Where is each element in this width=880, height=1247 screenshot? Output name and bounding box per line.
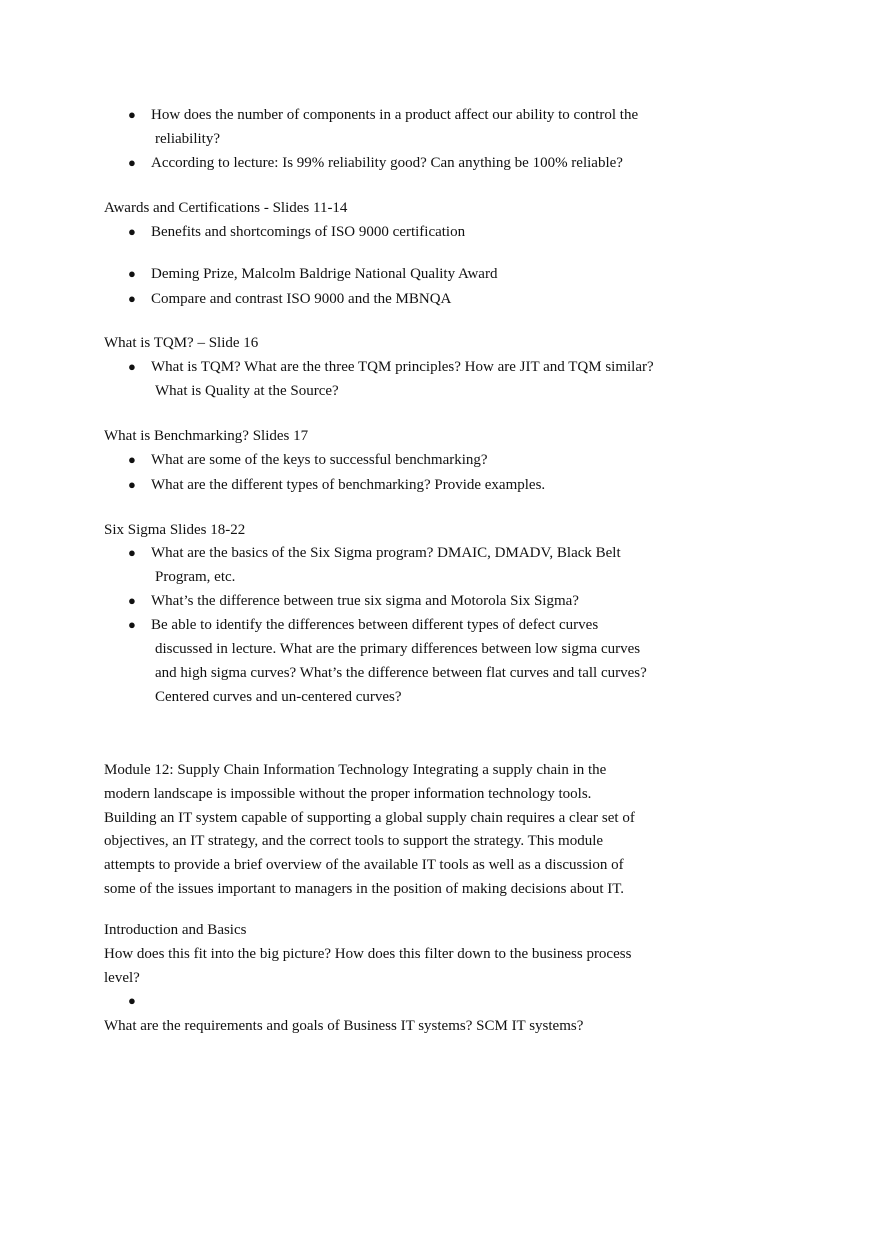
list-item-text: and high sigma curves? What’s the difference between flat curves and tall curves? <box>155 665 647 681</box>
bullet-icon: ● <box>128 359 136 374</box>
section-heading: Six Sigma Slides 18-22 <box>104 522 246 538</box>
list-item-text: Program, etc. <box>155 569 236 585</box>
list-item-text: What is Quality at the Source? <box>155 383 339 399</box>
list-item-text: What’s the difference between true six sigma and Motorola Six Sigma? <box>151 593 579 609</box>
bullet-icon: ● <box>128 593 136 608</box>
list-item-text: What is TQM? What are the three TQM principles? How are JIT and TQM similar? <box>151 359 654 375</box>
list-item-text: What are the basics of the Six Sigma program? DMAIC, DMADV, Black Belt <box>151 545 621 561</box>
bullet-icon: ● <box>128 617 136 632</box>
paragraph-line: some of the issues important to managers in the position of making decisions about IT. <box>104 881 625 897</box>
bullet-icon: ● <box>128 291 136 306</box>
paragraph-line: objectives, an IT strategy, and the correct tools to support the strategy. This module <box>104 833 604 849</box>
section-heading: Awards and Certifications - Slides 11-14 <box>104 200 348 216</box>
list-item-text: Deming Prize, Malcolm Baldrige National Quality Award <box>151 266 498 282</box>
list-item-text: Centered curves and un-centered curves? <box>155 689 402 705</box>
bullet-icon: ● <box>128 224 136 239</box>
section-heading: What is TQM? – Slide 16 <box>104 335 259 351</box>
bullet-icon: ● <box>128 107 136 122</box>
paragraph-line: level? <box>104 970 140 986</box>
list-item-text: Compare and contrast ISO 9000 and the MBNQA <box>151 291 452 307</box>
paragraph-line: What are the requirements and goals of Business IT systems? SCM IT systems? <box>104 1018 584 1034</box>
list-item-text: How does the number of components in a product affect our ability to control the <box>151 107 639 123</box>
bullet-icon: ● <box>128 477 136 492</box>
paragraph-line: Building an IT system capable of supporting a global supply chain requires a clear set of <box>104 810 635 826</box>
list-item-text: reliability? <box>155 131 220 147</box>
bullet-icon: ● <box>128 545 136 560</box>
paragraph-line: Module 12: Supply Chain Information Technology Integrating a supply chain in the <box>104 762 607 778</box>
list-item-text: Be able to identify the differences between different types of defect curves <box>151 617 599 633</box>
bullet-icon: ● <box>128 155 136 170</box>
section-heading: What is Benchmarking? Slides 17 <box>104 428 309 444</box>
bullet-icon: ● <box>128 266 136 281</box>
bullet-icon: ● <box>128 452 136 467</box>
paragraph-line: modern landscape is impossible without the proper information technology tools. <box>104 786 592 802</box>
list-item-text: According to lecture: Is 99% reliability good? Can anything be 100% reliable? <box>151 155 623 171</box>
list-item-text: Benefits and shortcomings of ISO 9000 certification <box>151 224 466 240</box>
section-heading: Introduction and Basics <box>104 922 247 938</box>
list-item-text: discussed in lecture. What are the primary differences between low sigma curves <box>155 641 641 657</box>
bullet-icon: ● <box>128 993 136 1008</box>
paragraph-line: attempts to provide a brief overview of the available IT tools as well as a discussion of <box>104 857 624 873</box>
list-item-text: What are the different types of benchmarking? Provide examples. <box>151 477 546 493</box>
list-item-text: What are some of the keys to successful benchmarking? <box>151 452 488 468</box>
paragraph-line: How does this fit into the big picture? How does this filter down to the business process <box>104 946 632 962</box>
